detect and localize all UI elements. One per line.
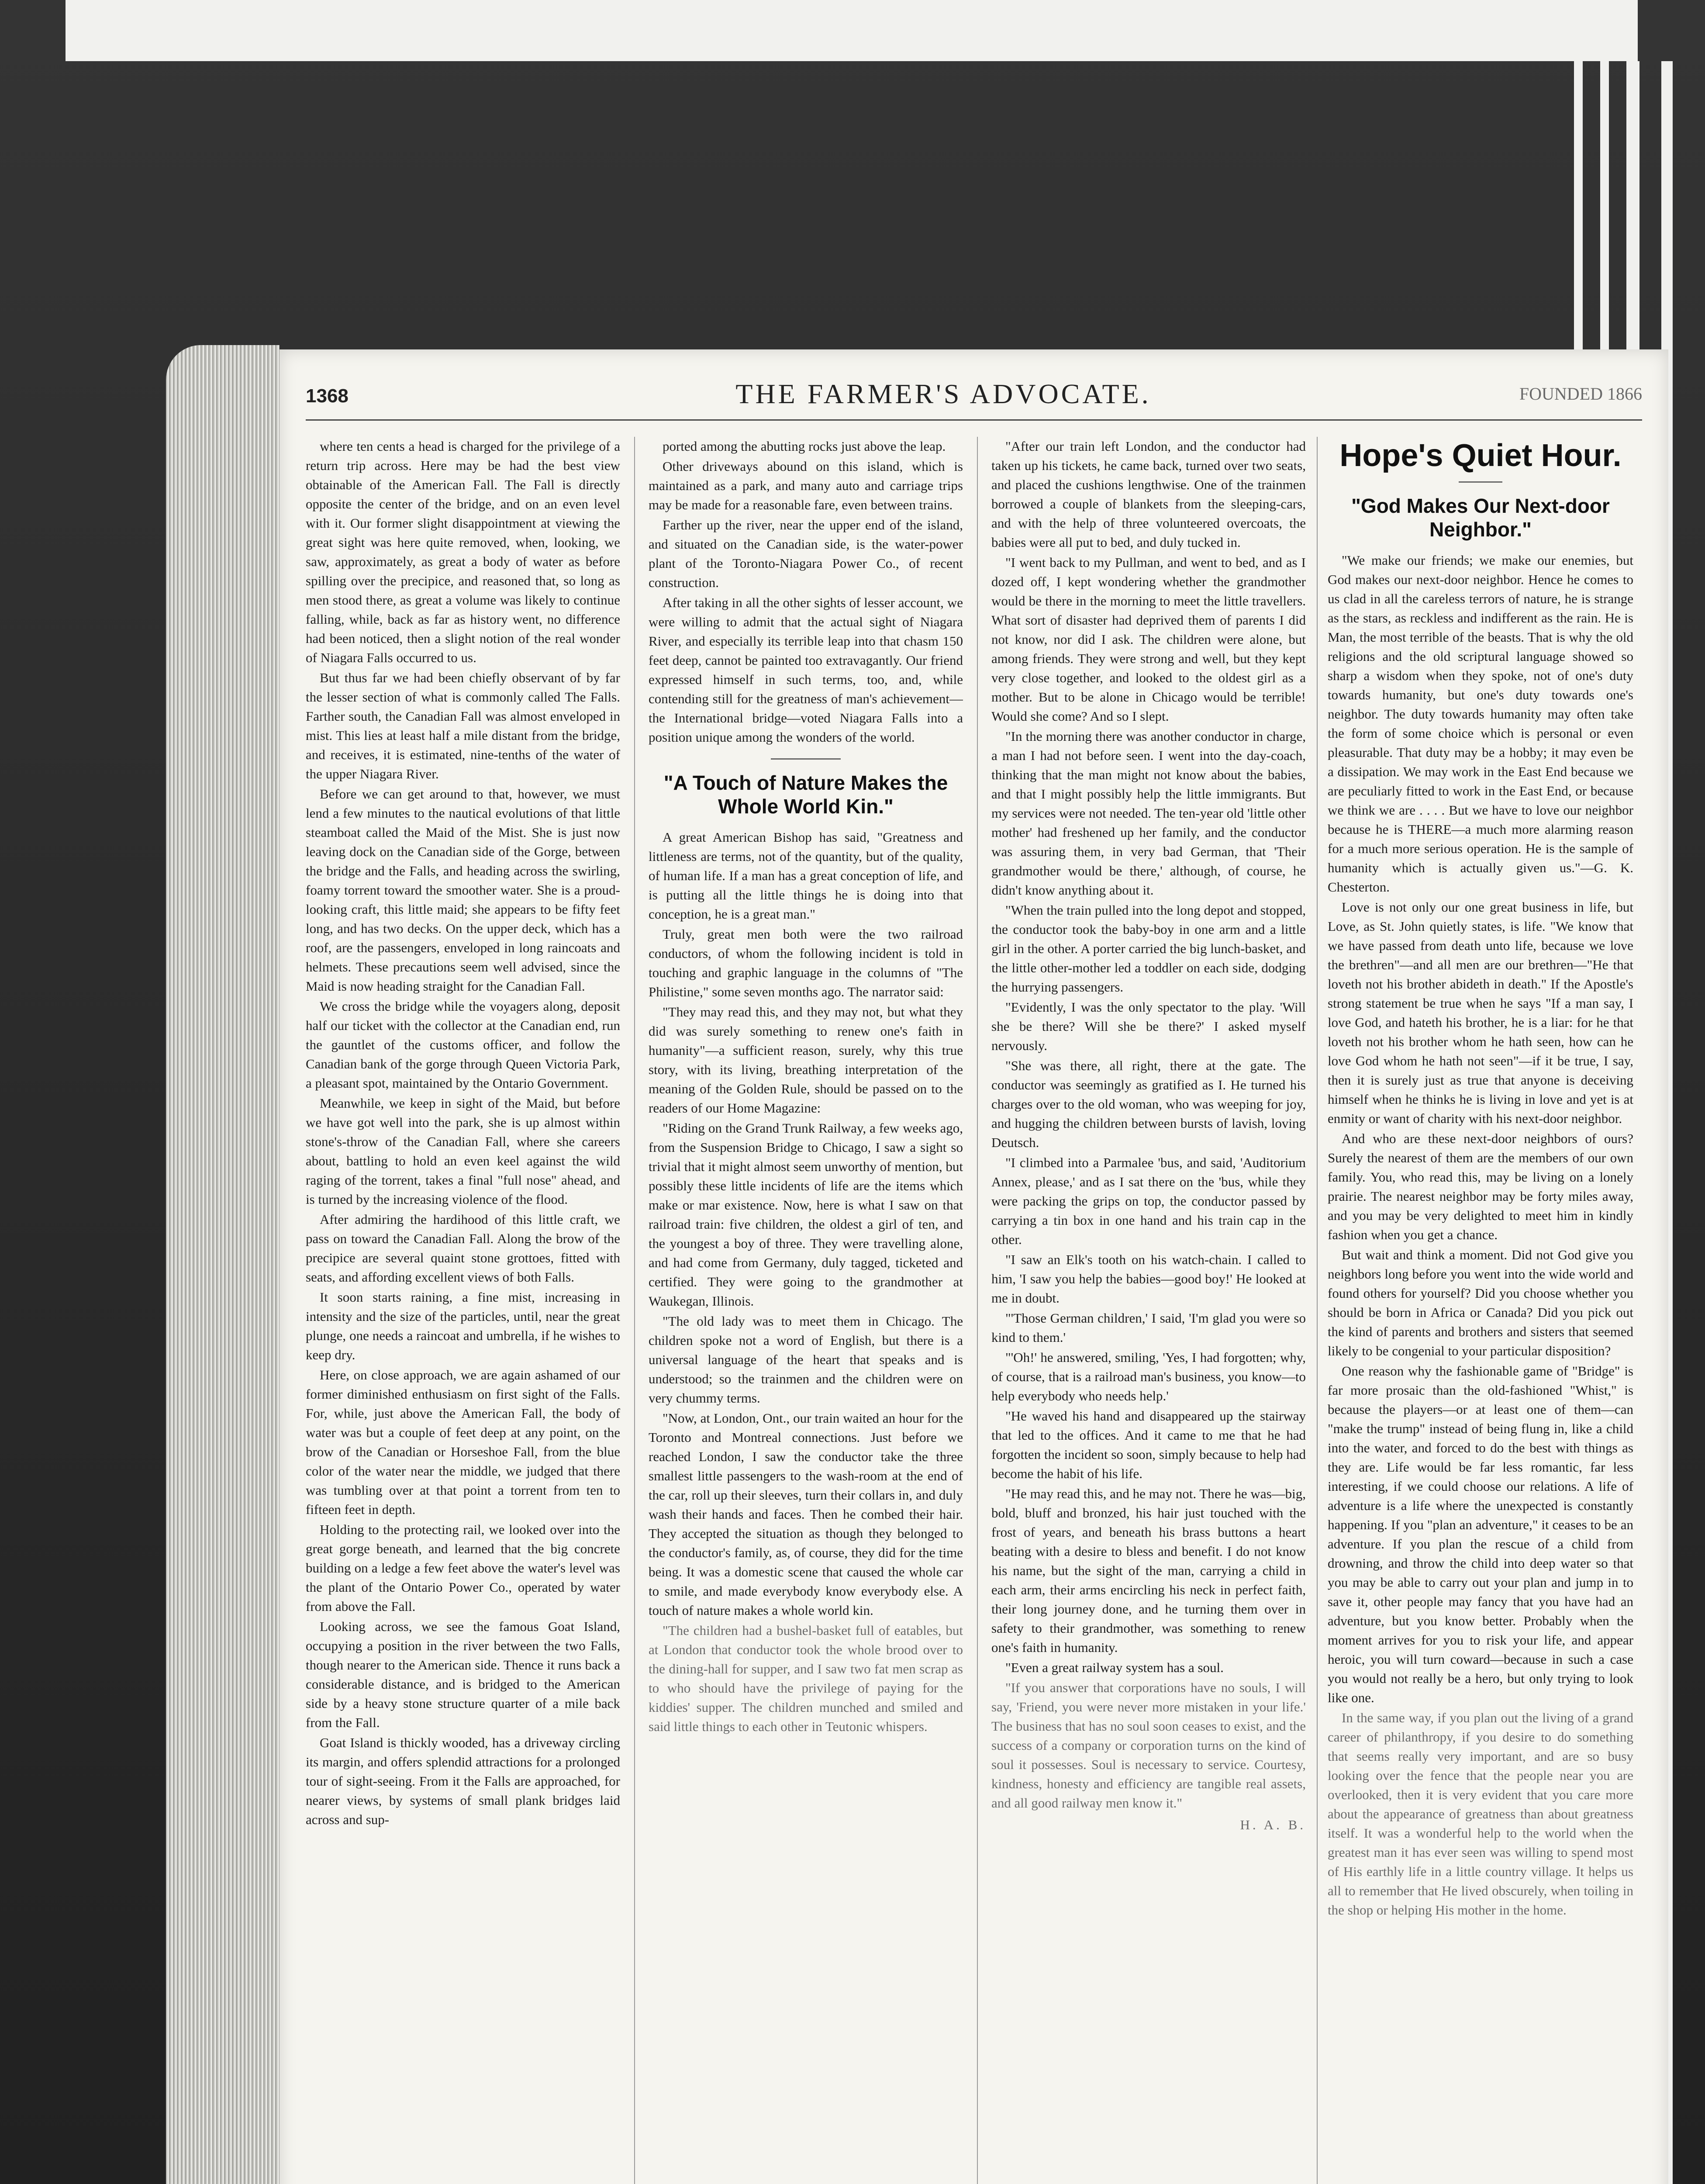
column-1 (306, 437, 620, 2184)
paragraph: Love is not only our one great business in life, but Love, as St. John quietly states, is life. "We know that we have passed from death unto life, because we love the brethren"—and all men are our brethren—"He that loveth not his brother abideth in death." If the Apostle's strong statement be true when he says "If a man say, I love God, and hateth his brother, he is a liar: for he that loveth not his brother whom he hath seen, how can he love God whom he hath not seen"—if it be true, I say, then it is surely just as true that anyone is deceiving himself when he thinks he is living in love and yet is at enmity or want of charity with his next-door neighbor. (1328, 899, 1633, 1126)
section-title: Hope's Quiet Hour. (1339, 438, 1622, 473)
column-4 (1328, 437, 1633, 2184)
paragraph: "The children had a bushel-basket full of eatables, but at London that conductor took the whole brood over to the dining-hall for supper, and I saw two fat men scrap as to who should have the privilege of paying for the kiddies' supper. The children munched and smiled and said little things to each other in Teutonic whispers. (649, 1623, 963, 1734)
column-rule (634, 437, 635, 2184)
paragraph: Looking across, we see the famous Goat Island, occupying a position in the river between the two Falls, though nearer to the American side. Thence it runs back a considerable distance, and is bridged to the American side by a heavy stone structure quarter of a mile back from the Fall. (306, 1619, 620, 1730)
page-header (306, 376, 1642, 415)
paragraph: "'Those German children,' I said, 'I'm glad you were so kind to them.' (991, 1310, 1306, 1345)
article-title: "A Touch of Nature Makes the Whole World Kin." (663, 771, 948, 818)
paragraph: "They may read this, and they may not, but what they did was surely something to renew one's faith in humanity"—a sufficient reason, surely, why this true story, with its living, breathing interpretation of the meaning of the Golden Rule, should be passed on to the readers of our Home Magazine: (649, 1004, 963, 1116)
book-page-edges (166, 345, 280, 2184)
newspaper-page (280, 349, 1668, 2184)
paragraph: Before we can get around to that, however, we must lend a few minutes to the nautical evolutions of that little steamboat called the Maid of the Mist. She is just now leaving dock on the Canadian side of the Gorge, between the bridge and the Falls, and heading across the swirling, foamy torrent toward the smoother water. She is a proud-looking craft, this little maid; she appears to be fifty feet long, and has two decks. On the upper deck, which has a roof, are the passengers, enveloped in long raincoats and helmets. These precautions seem well advised, since the Maid is now heading straight for the Canadian Fall. (306, 786, 620, 994)
paragraph: Holding to the protecting rail, we looked over into the great gorge beneath, and learned that the big concrete building on a ledge a few feet above the water's level was the plant of the Ontario Power Co., operated by water from above the Fall. (306, 1522, 620, 1614)
paragraph: After taking in all the other sights of lesser account, we were willing to admit that the actual sight of Niagara River, and especially its terrible leap into that chasm 150 feet deep, cannot be painted too extravagantly. Our friend expressed himself in such terms, too, and, while contending still for the greatness of man's achievement—the International bridge—voted Niagara Falls into a position unique among the wonders of the world. (649, 595, 963, 745)
paragraph: "He may read this, and he may not. There he was—big, bold, bluff and bronzed, his hair just touched with the frost of years, and beneath his brass buttons a heart beating with a desire to bless and benefit. I do not know his name, but the sight of the man, carrying a child in each arm, their arms encircling his neck in perfect faith, their long journey done, and he turning them over in safety to their grandmother, was something to renew one's faith in humanity. (991, 1486, 1306, 1655)
paragraph: In the same way, if you plan out the living of a grand career of philanthropy, if you desire to do something that seems really very important, and are so busy looking over the fence that the people near you are overlooked, then it is very evident that you care more about the appearance of greatness than about greatness itself. It was a wonderful help to the world when the greatest man it has ever seen was willing to spend most of His earthly life in a little country village. It helps us all to remember that He lived obscurely, when toiling in the shop or helping His mother in the home. (1328, 1710, 1633, 1918)
section-separator (1459, 481, 1502, 483)
paragraph: "Evidently, I was the only spectator to the play. 'Will she be there? Will she be there?' I asked myself nervously. (991, 999, 1306, 1053)
header-rule (306, 419, 1642, 421)
author-signature: H. A. B. (1240, 1817, 1306, 1832)
paragraph: "After our train left London, and the conductor had taken up his tickets, he came back, turned over two seats, and placed the cushions lengthwise. One of the trainmen borrowed a couple of blankets from the sleeping-cars, and with the help of three volunteered overcoats, the babies were all put to bed, and duly tucked in. (991, 439, 1306, 550)
paragraph: "We make our friends; we make our enemies, but God makes our next-door neighbor. Hence he comes to us clad in all the careless terrors of nature, he is strange as the stars, as reckless and indifferent as the rain. He is Man, the most terrible of the beasts. That is why the old religions and the old scriptural language showed so sharp a wisdom when they spoke, not of one's duty towards humanity, but one's duty towards one's neighbor. The duty towards humanity may often take the form of some choice which is personal or even pleasurable. That duty may be a hobby; it may even be a dissipation. We may work in the East End because we are peculiarly fitted to work in the East End, or because we think we are . . . . But we have to love our neighbor because he is THERE—a much more alarming reason for a much more serious operation. He is the sample of humanity which is actually given us."—G. K. Chesterton. (1328, 553, 1633, 895)
paragraph: One reason why the fashionable game of "Bridge" is far more prosaic than the old-fashioned "Whist," is because the players—or at least one of them—can "make the trump" instead of being flung in, like a child into the water, and forced to do the best with things as they are. Life would be far less romantic, far less interesting, if we could choose our relations. A life of adventure is a life where the unexpected is constantly happening. If you "plan an adventure," it ceases to be an adventure. If you plan the rescue of a child from drowning, and throw the child into deep water so that you may be able to carry out your plan and jump in to save it, other people may fancy that you have had an adventure, but you know better. Probably when the moment arrives for you to risk your life, and appear heroic, you will turn coward—because in such a case you would not really be a hero, but only trying to look like one. (1328, 1363, 1633, 1705)
article-title: "God Makes Our Next-door Neighbor." (1351, 494, 1610, 541)
paragraph: "The old lady was to meet them in Chicago. The children spoke not a word of English, but there is a universal language of the heart that speaks and is understood; so the trainmen and the children were on very chummy terms. (649, 1313, 963, 1406)
page-number: 1368 (306, 385, 349, 407)
column-rule (1317, 437, 1318, 2184)
paragraph: "Even a great railway system has a soul. (1005, 1660, 1224, 1675)
paragraph: We cross the bridge while the voyagers along, deposit half our ticket with the collector at the Canadian end, run the gauntlet of the customs officer, and follow the Canadian bank of the gorge through Queen Victoria Park, a pleasant spot, maintained by the Ontario Government. (306, 999, 620, 1091)
paragraph: where ten cents a head is charged for the privilege of a return trip across. Here may be had the best view obtainable of the American Fall. The Fall is directly opposite the center of the bridge, and on an even level with it. Our former slight disappointment at viewing the great sight was here quite removed, when, looking, we saw, approximately, as great a body of water as before spilling over the precipice, and reasoned that, so long as men stood there, as great a volume was likely to continue falling, while, back as far as history went, no difference had been noticed, then a slight notion of the real wonder of Niagara Falls occurred to us. (306, 439, 620, 665)
masthead: THE FARMER'S ADVOCATE. (735, 378, 1151, 409)
film-top-band (66, 0, 1638, 61)
paragraph: "In the morning there was another conductor in charge, a man I had not before seen. I went into the day-coach, thinking that the man might not know about the babies, and that I might possibly help the little immigrants. But my services were not needed. The ten-year old 'little other mother' had freshened up her family, and the conductor was assuring them, in very bad German, that 'Their grandmother would be there,' although, of course, he didn't know anything about it. (991, 729, 1306, 898)
paragraph: But wait and think a moment. Did not God give you neighbors long before you went into the wide world and found others for yourself? Did you choose whether you should be born in Africa or Canada? Did you pick out the kind of parents and brothers and sisters that seemed likely to be congenial to your particular disposition? (1328, 1247, 1633, 1358)
paragraph: "'Oh!' he answered, smiling, 'Yes, I had forgotten; why, of course, that is a railroad man's business, you know—to help everybody who needs help.' (991, 1350, 1306, 1403)
section-separator (771, 758, 841, 760)
paragraph: ported among the abutting rocks just above the leap. (663, 439, 946, 454)
column-rule (977, 437, 978, 2184)
paragraph: Meanwhile, we keep in sight of the Maid, but before we have got well into the park, she is up almost within stone's-throw of the Canadian Fall, where she careers about, battling to hold an even keel against the wild raging of the torrent, takes a final "full nose" ahead, and is turned by the increasing violence of the flood. (306, 1095, 620, 1207)
paragraph: "I went back to my Pullman, and went to bed, and as I dozed off, I kept wondering whether the grandmother would be there in the morning to meet the little travellers. What sort of disaster had deprived them of parents I did not know, nor did I ask. The children were alone, but among friends. They were strong and well, but they kept very close together, and looked to the oldest girl as a mother. But to be alone in Chicago would be terrible! Would she come? And so I slept. (991, 555, 1306, 724)
paragraph: And who are these next-door neighbors of ours? Surely the nearest of them are the members of our own family. You, who read this, may be living on a lonely prairie. The nearest neighbor may be forty miles away, and you may be very delighted to meet him in kindly fashion when you get a chance. (1328, 1131, 1633, 1242)
paragraph: "I climbed into a Parmalee 'bus, and said, 'Auditorium Annex, please,' and as I sat there on the 'bus, while they were packing the grips on top, the conductor passed by carrying a tin box in one hand and his train cap in the other. (991, 1155, 1306, 1247)
column-3 (991, 437, 1306, 2184)
paragraph: "I saw an Elk's tooth on his watch-chain. I called to him, 'I saw you help the babies—good boy!' He looked at me in doubt. (991, 1252, 1306, 1306)
paragraph: "She was there, all right, there at the gate. The conductor was seemingly as gratified as I. He turned his charges over to the old woman, who was weeping for joy, and hugging the children between bursts of lavish, loving Deutsch. (991, 1058, 1306, 1150)
paragraph: "He waved his hand and disappeared up the stairway that led to the offices. And it came to me that he had forgotten the incident so soon, simply because to help had become the habit of his life. (991, 1408, 1306, 1481)
paragraph: After admiring the hardihood of this little craft, we pass on toward the Canadian Fall. Along the brow of the precipice are several quaint stone grottoes, fitted with seats, and affording excellent views of both Falls. (306, 1212, 620, 1285)
paragraph: Here, on close approach, we are again ashamed of our former diminished enthusiasm on first sight of the Falls. For, while, just above the American Fall, the body of water was but a couple of feet deep at any point, on the brow of the Canadian or Horseshoe Fall, from the blue color of the water near the middle, we judged that there was tumbling over at that point a torrent from ten to fifteen feet in depth. (306, 1367, 620, 1517)
paragraph: Truly, great men both were the two railroad conductors, of whom the following incident is told in touching and graphic language in the columns of "The Philistine," some seven months ago. The narrator said: (649, 926, 963, 999)
paragraph: Farther up the river, near the upper end of the island, and situated on the Canadian side, is the water-power plant of the Toronto-Niagara Power Co., of recent construction. (649, 517, 963, 590)
paragraph: It soon starts raining, a fine mist, increasing in intensity and the size of the particles, until, near the great plunge, one needs a raincoat and umbrella, if he wishes to keep dry. (306, 1289, 620, 1362)
paragraph: A great American Bishop has said, "Greatness and littleness are terms, not of the quantity, but of the quality, of human life. If a man has a great conception of life, and is putting all the little things he is doing into that conception, he is a great man." (649, 829, 963, 922)
paragraph: Other driveways abound on this island, which is maintained as a park, and many auto and carriage trips may be made for a reasonable fare, even between trains. (649, 459, 963, 512)
paragraph: "If you answer that corporations have no souls, I will say, 'Friend, you were never more mistaken in your life.' The business that has no soul soon ceases to exist, and the success of a company or corporation turns on the kind of soul it possesses. Soul is necessary to service. Courtesy, kindness, honesty and efficiency are tangible real assets, and all good railway men know it." (991, 1680, 1306, 1811)
paragraph: "Riding on the Grand Trunk Railway, a few weeks ago, from the Suspension Bridge to Chicago, I saw a sight so trivial that it might almost seem unworthy of mention, but possibly these little incidents of life are the items which make or mar existence. Now, here is what I saw on that railroad train: five children, the oldest a girl of ten, and the youngest a boy of three. They were travelling alone, and had come from Germany, duly tagged, ticketed and certified. They were going to the grandmother at Waukegan, Illinois. (649, 1120, 963, 1309)
column-2 (649, 437, 963, 2184)
paragraph: "When the train pulled into the long depot and stopped, the conductor took the baby-boy in one arm and a little girl in the other. A porter carried the big lunch-basket, and the little other-mother led a toddler on each side, dodging the hurrying passengers. (991, 902, 1306, 995)
paragraph: "Now, at London, Ont., our train waited an hour for the Toronto and Montreal connections. Just before we reached London, I saw the conductor take the three smallest little passengers to the wash-room at the end of the car, roll up their sleeves, turn their collars in, and duly wash their hands and faces. Then he combed their hair. They accepted the situation as though they belonged to the conductor's family, as, of course, they did for the time being. It was a domestic scene that caused the whole car to smile, and made everybody know everybody else. A touch of nature makes a whole world kin. (649, 1410, 963, 1618)
founded-year: FOUNDED 1866 (1519, 384, 1642, 404)
paragraph: But thus far we had been chiefly observant of by far the lesser section of what is commonly called The Falls. Farther south, the Canadian Fall was almost enveloped in mist. This lies at least half a mile distant from the bridge, and receives, it is estimated, nine-tenths of the water of the upper Niagara River. (306, 670, 620, 781)
paragraph: Goat Island is thickly wooded, has a driveway circling its margin, and offers splendid attractions for a prolonged tour of sight-seeing. From it the Falls are approached, for nearer views, by systems of small plank bridges laid across and sup- (306, 1735, 620, 1827)
